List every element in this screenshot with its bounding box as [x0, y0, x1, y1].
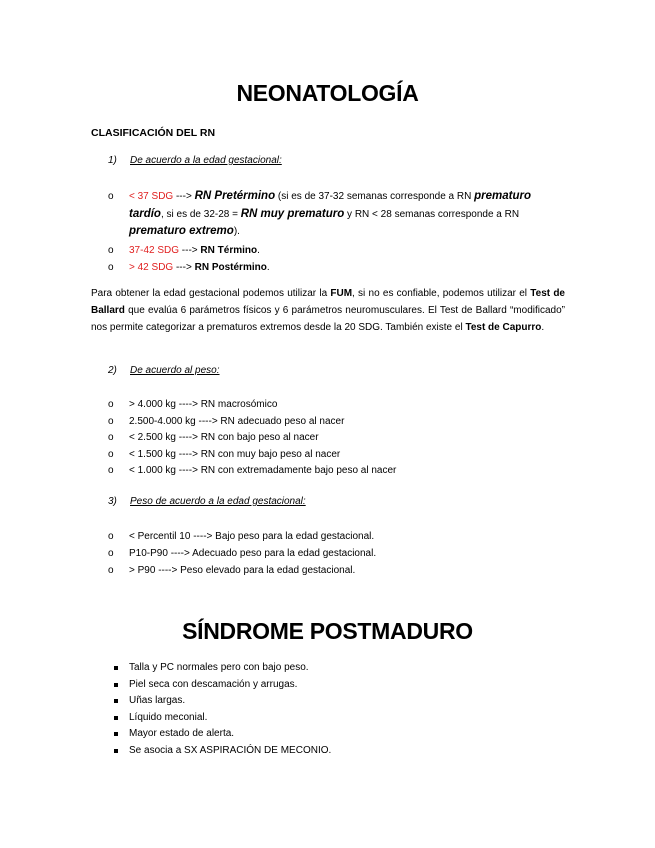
very-preterm-term: RN muy prematuro	[240, 207, 345, 220]
bullet-marker: o	[108, 432, 114, 443]
weight-item-text: > 4.000 kg ----> RN macrosómico	[129, 399, 278, 410]
square-bullet-icon	[114, 699, 118, 703]
extreme-preterm-term: prematuro extremo	[129, 225, 234, 237]
list-item	[112, 660, 572, 677]
postmaduro-item-text: Mayor estado de alerta.	[129, 728, 235, 739]
paragraph-text-2: , si no es confiable, podemos utilizar el	[352, 288, 531, 299]
preterm-text-4: ).	[233, 226, 240, 237]
preterm-text-2: , si es de 32-28 =	[160, 208, 241, 220]
bullet-marker: o	[108, 399, 114, 410]
list-item	[108, 430, 568, 447]
list-item	[108, 397, 568, 414]
postmaduro-item-text: Líquido meconial.	[129, 711, 208, 723]
arrow-text: --->	[179, 244, 201, 256]
list-item	[112, 743, 572, 760]
bullet-marker: o	[108, 531, 114, 542]
list-item	[112, 677, 572, 694]
bullet-marker: o	[108, 262, 114, 273]
bullet-marker: o	[108, 191, 114, 202]
list-item	[112, 693, 572, 710]
term-end: .	[257, 244, 260, 256]
classification-heading: CLASIFICACIÓN DEL RN	[91, 127, 216, 139]
square-bullet-icon	[114, 683, 118, 687]
list-item-term	[108, 242, 568, 260]
postmaduro-item-text: Uñas largas.	[129, 695, 186, 706]
square-bullet-icon	[114, 666, 118, 670]
weight-item-text: < 1.500 kg ----> RN con muy bajo peso al nacer	[129, 448, 341, 460]
percentile-item-text: > P90 ----> Peso elevado para la edad gestacional.	[129, 565, 356, 576]
capurro-term: Test de Capurro	[465, 322, 542, 333]
postmaduro-item-text: Piel seca con descamación y arrugas.	[129, 678, 298, 690]
weight-for-age-list	[108, 528, 568, 579]
section-3-label: Peso de acuerdo a la edad gestacional:	[130, 496, 306, 507]
paragraph-text-3: que evalúa 6 parámetros físicos y 6 parámetros neuromusculares. El Test de Ballard “modificado” nos permite categorizar a prematuros extremos desde la 20 SDG. También existe el	[91, 305, 565, 333]
section-1-heading	[108, 155, 282, 166]
fum-term: FUM	[330, 288, 353, 299]
postmaduro-list	[112, 660, 572, 759]
bullet-marker: o	[108, 415, 114, 427]
square-bullet-icon	[114, 749, 118, 753]
list-item	[108, 545, 568, 562]
section-2-heading	[108, 365, 220, 376]
list-item	[108, 528, 568, 545]
section-2-label: De acuerdo al peso:	[130, 365, 220, 376]
list-item-postterm	[108, 259, 568, 277]
bullet-marker: o	[108, 465, 114, 476]
section-1-number: 1)	[108, 155, 117, 166]
square-bullet-icon	[114, 716, 118, 720]
postmaduro-item-text: Se asocia a SX ASPIRACIÓN DE MECONIO.	[129, 744, 332, 756]
term-range: 37-42 SDG	[129, 244, 180, 256]
section-3-heading	[108, 496, 306, 507]
gestational-age-list	[108, 188, 568, 277]
percentile-item-text: P10-P90 ----> Adecuado peso para la edad gestacional.	[129, 548, 377, 559]
late-preterm-term: prematuro tardío	[129, 190, 531, 220]
bullet-marker: o	[108, 448, 114, 460]
list-item-preterm	[108, 188, 568, 241]
preterm-term: RN Pretérmino	[194, 190, 276, 202]
preterm-text-3: y RN < 28 semanas corresponde a RN	[344, 208, 520, 220]
list-item	[108, 562, 568, 579]
weight-item-text: < 1.000 kg ----> RN con extremadamente bajo peso al nacer	[129, 465, 397, 476]
percentile-item-text: < Percentil 10 ----> Bajo peso para la edad gestacional.	[129, 531, 375, 542]
postterm-range: > 42 SDG	[129, 262, 174, 273]
arrow-text: --->	[173, 191, 195, 202]
paragraph-text-4: .	[541, 322, 545, 333]
section-2-number: 2)	[108, 365, 117, 376]
page-title: NEONATOLOGÍA	[236, 80, 419, 106]
weight-item-text: 2.500-4.000 kg ----> RN adecuado peso al nacer	[129, 415, 345, 427]
square-bullet-icon	[114, 732, 118, 736]
list-item	[108, 447, 568, 464]
bullet-marker: o	[108, 244, 114, 256]
list-item	[108, 463, 568, 480]
weight-list	[108, 397, 568, 480]
postterm-label: RN Postérmino	[194, 262, 267, 273]
bullet-marker: o	[108, 548, 114, 559]
preterm-text-1: (si es de 37-32 semanas corresponde a RN	[275, 191, 475, 202]
section-1-label: De acuerdo a la edad gestacional:	[130, 155, 282, 166]
postterm-end: .	[266, 262, 270, 273]
ballard-term: Test de Ballard	[91, 288, 565, 316]
section-title-postmaduro: SÍNDROME POSTMADURO	[182, 618, 473, 644]
section-3-number: 3)	[108, 496, 117, 507]
list-item	[112, 726, 572, 743]
paragraph-text-1: Para obtener la edad gestacional podemos utilizar la	[91, 288, 331, 299]
preterm-range: < 37 SDG	[129, 191, 174, 202]
gestational-age-paragraph	[91, 285, 565, 336]
list-item	[112, 710, 572, 727]
list-item	[108, 414, 568, 431]
arrow-text: --->	[173, 262, 195, 273]
bullet-marker: o	[108, 565, 114, 576]
term-label: RN Término	[200, 244, 258, 256]
weight-item-text: < 2.500 kg ----> RN con bajo peso al nacer	[129, 432, 319, 443]
postmaduro-item-text: Talla y PC normales pero con bajo peso.	[129, 662, 309, 673]
